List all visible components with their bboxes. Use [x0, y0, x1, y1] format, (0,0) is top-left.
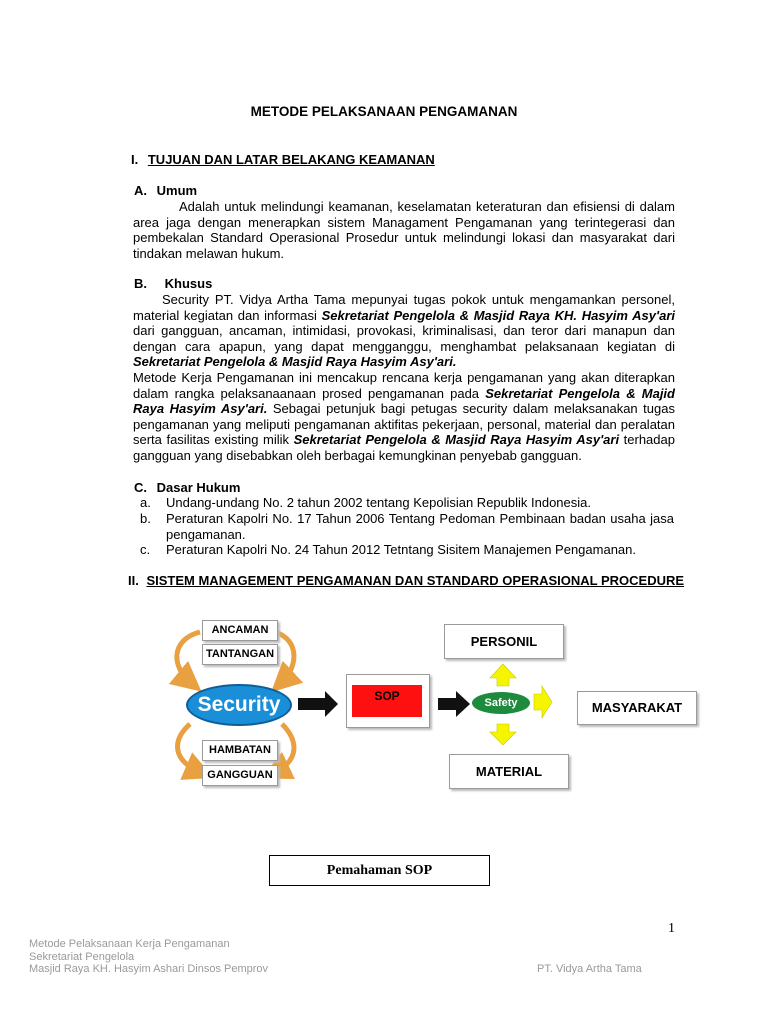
b-p2-emph-2: Sekretariat Pengelola & Masjid Raya Hasyim Asy'ari: [293, 432, 620, 448]
security-ellipse: Security: [186, 684, 292, 726]
subsection-a-label: A.: [134, 183, 147, 198]
footer-line: Sekretariat Pengelola: [29, 950, 135, 963]
subsection-b-label: B.: [134, 276, 147, 291]
b-p2-text-3: terhadap gangguan yang disebabkan oleh berbagai kemungkinan penyebab gangguan.: [133, 432, 675, 463]
subsection-b-paragraph-1: [133, 292, 675, 370]
curved-arrow-icon: [177, 632, 200, 682]
footer-left: [29, 938, 268, 976]
subsection-a-title: Umum: [156, 183, 198, 198]
b-p1-text-2: dari gangguan, ancaman, intimidasi, provokasi, kriminalisasi, dan teror dari manapun dan dengan cara apapun, yang dapat mengganggu, menghambat pelaksanaan kegiatan di: [133, 323, 675, 354]
b-p2-text-1: Metode Kerja Pengamanan ini mencakup rencana kerja pengamanan yang akan diterapkan dalam rangka pelaksanaanaan prosed pengamanan pada: [133, 370, 675, 401]
page-number: 1: [668, 921, 675, 936]
list-item: [140, 542, 674, 558]
masyarakat-box: MASYARAKAT: [577, 691, 697, 725]
material-box: MATERIAL: [449, 754, 569, 789]
list-marker: c.: [140, 542, 151, 557]
footer-line: Masjid Raya KH. Hasyim Ashari Dinsos Pemprov: [29, 963, 269, 975]
subsection-b-paragraph-2: [133, 370, 675, 464]
list-item: [140, 495, 674, 511]
section-2-heading: [128, 573, 684, 588]
sop-box-frame: [346, 674, 430, 728]
b-p1-text-1: Security PT. Vidya Artha Tama mepunyai tugas pokok untuk mengamankan personel, material kegiatan dan informasi: [133, 292, 675, 323]
sop-diagram: [160, 612, 705, 797]
subsection-b-title: Khusus: [164, 276, 213, 291]
section-2-number: II.: [128, 573, 139, 588]
black-arrow-icon: [438, 691, 470, 717]
hambatan-box: HAMBATAN: [202, 740, 278, 761]
page-title: METODE PELAKSANAAN PENGAMANAN: [250, 104, 518, 119]
list-text: Peraturan Kapolri No. 17 Tahun 2006 Tentang Pedoman Pembinaan badan usaha jasa pengamanan.: [166, 511, 674, 542]
subsection-c-heading: [134, 480, 240, 495]
yellow-arrow-right-icon: [534, 686, 552, 718]
subsection-c-label: C.: [134, 480, 147, 495]
pemahaman-sop-box: Pemahaman SOP: [269, 855, 490, 886]
subsection-b-heading: [134, 276, 212, 291]
black-arrow-icon: [298, 691, 338, 717]
section-1-title: TUJUAN DAN LATAR BELAKANG KEAMANAN: [147, 152, 435, 167]
list-marker: b.: [140, 511, 151, 526]
yellow-arrow-up-icon: [490, 664, 516, 686]
footer-company: PT. Vidya Artha Tama: [537, 963, 642, 975]
subsection-a-heading: [134, 183, 197, 198]
footer-line: Metode Pelaksanaan Kerja Pengamanan: [29, 938, 230, 950]
list-item: [140, 511, 674, 543]
b-p1-emph-2: Sekretariat Pengelola & Masjid Raya Hasyim Asy'ari.: [133, 354, 457, 370]
ancaman-box: ANCAMAN: [202, 620, 278, 641]
subsection-c-title: Dasar Hukum: [156, 480, 241, 495]
b-p2-emph-1: Sekretariat Pengelola & Majid Raya Hasyim Asy'ari.: [133, 385, 675, 417]
b-p1-emph-1: Sekretariat Pengelola & Masjid Raya KH. Hasyim Asy'ari: [321, 307, 675, 323]
gangguan-box: GANGGUAN: [202, 765, 278, 786]
section-2-title: SISTEM MANAGEMENT PENGAMANAN DAN STANDARD OPERASIONAL PROCEDURE: [146, 573, 685, 588]
sop-box: SOP: [352, 685, 422, 717]
section-1-number: I.: [131, 152, 139, 167]
yellow-arrow-down-icon: [490, 724, 516, 745]
subsection-a-text: Adalah untuk melindungi keamanan, keselamatan keteraturan dan efisiensi di dalam area jaga dengan menerapkan sistem Managament Pengamanan yang terintegerasi dan pembekalan Standard Operasional Prosedur untuk melindungi lokasi dan masyarakat dari tindakan melawan hukum.: [133, 199, 675, 261]
safety-ellipse: Safety: [472, 692, 530, 714]
curved-arrow-icon: [178, 724, 200, 772]
list-text: Peraturan Kapolri No. 24 Tahun 2012 Tetntang Sisitem Manajemen Pengamanan.: [166, 542, 636, 557]
tantangan-box: TANTANGAN: [202, 644, 278, 665]
section-1-heading: [131, 152, 435, 167]
list-marker: a.: [140, 495, 151, 510]
personil-box: PERSONIL: [444, 624, 564, 659]
list-text: Undang-undang No. 2 tahun 2002 tentang Kepolisian Republik Indonesia.: [166, 495, 591, 510]
b-p2-text-2: Sebagai petunjuk bagi petugas security dalam melaksanakan tugas pengamanan yang meliputi pengamanan aktifitas pekerjaan, personal, material dan peralatan serta fasilitas existing milik: [133, 401, 675, 448]
